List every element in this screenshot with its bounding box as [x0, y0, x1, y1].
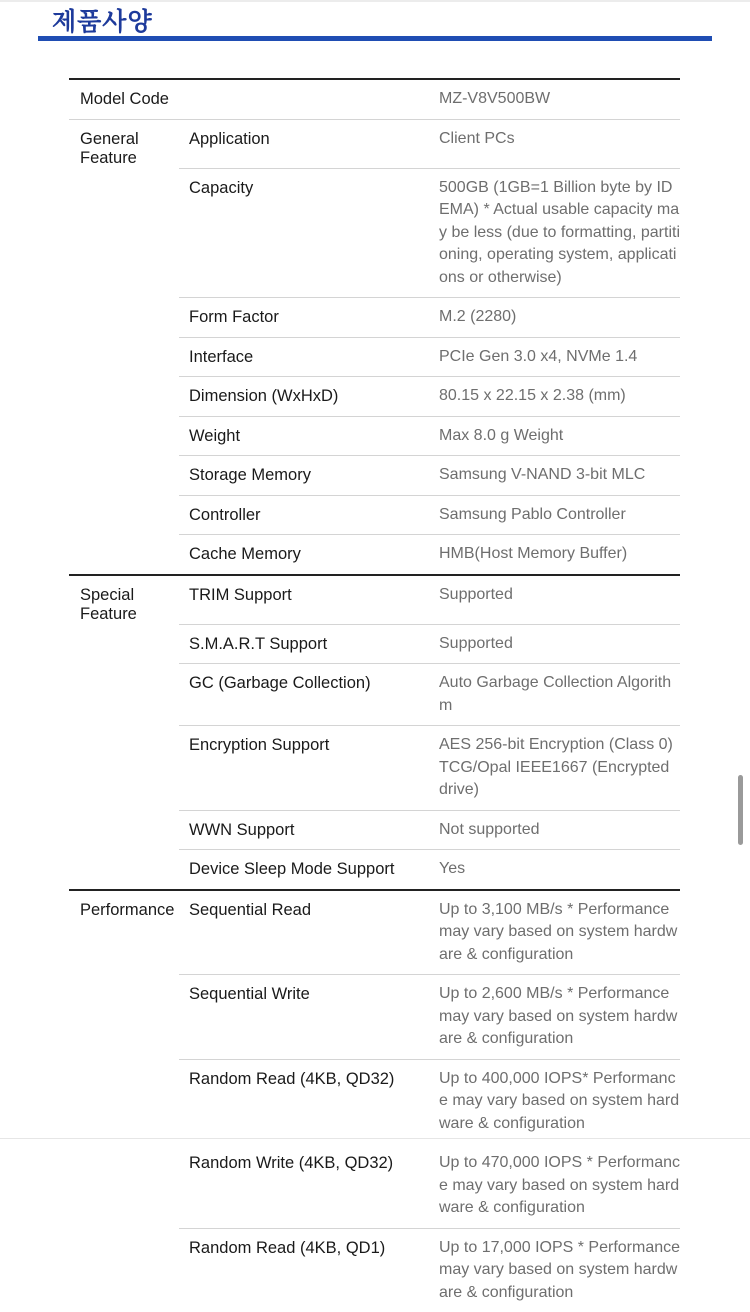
spec-row	[69, 974, 680, 1059]
spec-value: Up to 2,600 MB/s * Performance may vary based on system hardware & configuration	[429, 974, 680, 1059]
spec-value: HMB(Host Memory Buffer)	[429, 534, 680, 574]
spec-label: Random Read (4KB, QD1)	[179, 1228, 429, 1312]
spec-value: PCIe Gen 3.0 x4, NVMe 1.4	[429, 337, 680, 377]
spec-value: Supported	[429, 624, 680, 664]
spec-label: TRIM Support	[179, 576, 429, 624]
spec-label: Storage Memory	[179, 455, 429, 495]
category-special-feature: Special Feature	[69, 576, 179, 624]
spec-value: Auto Garbage Collection Algorithm	[429, 663, 680, 725]
spec-label: Capacity	[179, 168, 429, 298]
spec-value: Samsung V-NAND 3-bit MLC	[429, 455, 680, 495]
spec-value: Up to 470,000 IOPS * Performance may vary based on system hardware & configuration	[429, 1143, 680, 1228]
spec-value: Not supported	[429, 810, 680, 850]
spec-row	[69, 810, 680, 850]
spec-row	[69, 455, 680, 495]
spec-row	[69, 534, 680, 574]
spec-label: WWN Support	[179, 810, 429, 850]
spec-value: Up to 17,000 IOPS * Performance may vary based on system hardware & configuration	[429, 1228, 680, 1312]
spec-label: Random Write (4KB, QD32)	[179, 1143, 429, 1228]
spec-row	[69, 849, 680, 889]
spec-row	[69, 1228, 680, 1312]
spec-value: Supported	[429, 576, 680, 624]
spec-label: Weight	[179, 416, 429, 456]
spec-table	[69, 78, 680, 1312]
spec-row	[69, 574, 680, 624]
spec-row	[69, 1059, 680, 1144]
spec-label: Interface	[179, 337, 429, 377]
spec-row	[69, 337, 680, 377]
spec-value: AES 256-bit Encryption (Class 0)TCG/Opal IEEE1667 (Encrypted drive)	[429, 725, 680, 810]
spec-row	[69, 495, 680, 535]
page-title: 제품사양	[52, 2, 153, 38]
spec-label: Device Sleep Mode Support	[179, 849, 429, 889]
spec-label: Form Factor	[179, 297, 429, 337]
spec-label: Sequential Read	[179, 891, 429, 975]
spec-value: Yes	[429, 849, 680, 889]
spec-label: Cache Memory	[179, 534, 429, 574]
spec-label: GC (Garbage Collection)	[179, 663, 429, 725]
spec-row-model-code	[69, 78, 680, 119]
spec-row	[69, 119, 680, 168]
spec-label: Application	[179, 120, 429, 168]
spec-label: S.M.A.R.T Support	[179, 624, 429, 664]
spec-value: MZ-V8V500BW	[429, 80, 680, 119]
spec-row	[69, 376, 680, 416]
title-underline	[38, 36, 712, 41]
spec-label: Controller	[179, 495, 429, 535]
spec-row	[69, 416, 680, 456]
spec-value: 500GB (1GB=1 Billion byte by IDEMA) * Actual usable capacity may be less (due to formatting, partitioning, operating system, applications or otherwise)	[429, 168, 680, 298]
spec-row	[69, 889, 680, 975]
spec-value: 80.15 x 22.15 x 2.38 (mm)	[429, 376, 680, 416]
scrollbar-thumb[interactable]	[738, 775, 743, 845]
spec-value: Samsung Pablo Controller	[429, 495, 680, 535]
category-performance: Performance	[69, 891, 179, 975]
spec-row	[69, 725, 680, 810]
spec-row	[69, 624, 680, 664]
spec-row	[69, 1143, 680, 1228]
spec-value: Client PCs	[429, 120, 680, 168]
spec-label: Model Code	[69, 80, 429, 119]
spec-row	[69, 663, 680, 725]
spec-label: Dimension (WxHxD)	[179, 376, 429, 416]
spec-label: Sequential Write	[179, 974, 429, 1059]
spec-label: Random Read (4KB, QD32)	[179, 1059, 429, 1144]
spec-row	[69, 168, 680, 298]
category-general-feature: General Feature	[69, 120, 179, 168]
spec-label: Encryption Support	[179, 725, 429, 810]
spec-value: Up to 400,000 IOPS* Performance may vary based on system hardware & configuration	[429, 1059, 680, 1144]
spec-row	[69, 297, 680, 337]
spec-value: M.2 (2280)	[429, 297, 680, 337]
spec-value: Max 8.0 g Weight	[429, 416, 680, 456]
spec-value: Up to 3,100 MB/s * Performance may vary based on system hardware & configuration	[429, 891, 680, 975]
